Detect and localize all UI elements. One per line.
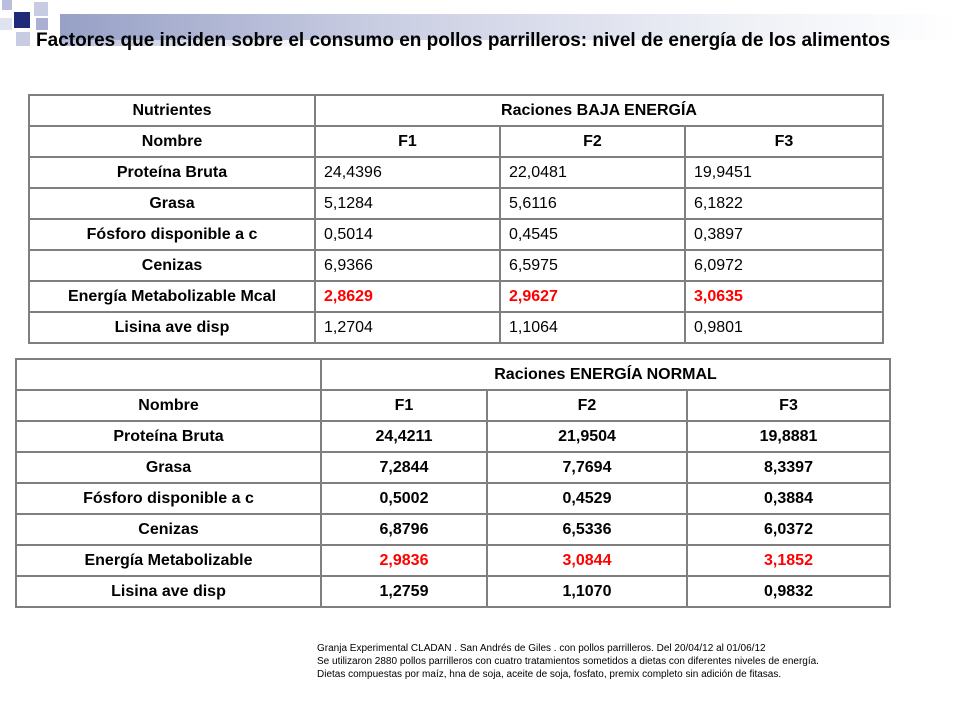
table-row — [16, 576, 890, 607]
footnote-line: Granja Experimental CLADAN . San Andrés de Giles . con pollos parrilleros. Del 20/04/12 al 01/06/12 — [317, 643, 766, 654]
cell-value: 1,2759 — [321, 576, 487, 607]
cell-value: 0,9832 — [687, 576, 890, 607]
table-row-highlight — [29, 281, 883, 312]
row-label: Lisina ave disp — [29, 312, 315, 343]
cell-value: 5,6116 — [500, 188, 685, 219]
footnote-line: Dietas compuestas por maíz, hna de soja, aceite de soja, fosfato, premix completo sin adición de fitasas. — [317, 669, 782, 680]
cell-value-highlight: 3,0844 — [487, 545, 687, 576]
column-header: F3 — [687, 390, 890, 421]
cell-value: 21,9504 — [487, 421, 687, 452]
row-label: Fósforo disponible a c — [16, 483, 321, 514]
cell-value: 0,4545 — [500, 219, 685, 250]
column-header: F1 — [321, 390, 487, 421]
table-header-row — [29, 95, 883, 126]
row-label: Grasa — [29, 188, 315, 219]
deco-square-light — [16, 32, 30, 46]
table-row — [29, 312, 883, 343]
cell-value-highlight: 3,0635 — [685, 281, 883, 312]
table-row — [29, 250, 883, 281]
table-row — [16, 514, 890, 545]
cell-value-highlight: 2,9836 — [321, 545, 487, 576]
row-label: Proteína Bruta — [16, 421, 321, 452]
cell-value: 6,0972 — [685, 250, 883, 281]
cell-value: 5,1284 — [315, 188, 500, 219]
cell-value: 0,4529 — [487, 483, 687, 514]
deco-square-dark — [14, 12, 30, 28]
table-row — [16, 483, 890, 514]
table-row — [29, 157, 883, 188]
cell-value: 6,8796 — [321, 514, 487, 545]
cell-value: 24,4396 — [315, 157, 500, 188]
table-row — [16, 421, 890, 452]
cell-value: 24,4211 — [321, 421, 487, 452]
deco-square-mid — [2, 0, 12, 10]
row-label: Fósforo disponible a c — [29, 219, 315, 250]
deco-square-light — [0, 18, 12, 30]
table-column-row — [16, 390, 890, 421]
row-label: Energía Metabolizable Mcal — [29, 281, 315, 312]
cell-value: 1,1064 — [500, 312, 685, 343]
cell-value: 0,3884 — [687, 483, 890, 514]
row-label: Lisina ave disp — [16, 576, 321, 607]
cell-value: 6,9366 — [315, 250, 500, 281]
cell-value: 6,5975 — [500, 250, 685, 281]
table-column-row — [29, 126, 883, 157]
cell-value: 7,7694 — [487, 452, 687, 483]
column-header: F1 — [315, 126, 500, 157]
page-title: Factores que inciden sobre el consumo en pollos parrilleros: nivel de energía de los alimentos — [36, 30, 891, 51]
table-normal-energy — [15, 358, 891, 608]
cell-value: 0,5014 — [315, 219, 500, 250]
row-label: Energía Metabolizable — [16, 545, 321, 576]
cell-value: 6,1822 — [685, 188, 883, 219]
table-row — [29, 188, 883, 219]
column-header: F2 — [487, 390, 687, 421]
cell-value: 7,2844 — [321, 452, 487, 483]
cell-value: 0,5002 — [321, 483, 487, 514]
cell-value: 22,0481 — [500, 157, 685, 188]
cell-value-highlight: 2,8629 — [315, 281, 500, 312]
table-row — [29, 219, 883, 250]
table-header-row — [16, 359, 890, 390]
deco-square-light — [34, 2, 48, 16]
cell-value: 19,9451 — [685, 157, 883, 188]
row-label: Cenizas — [29, 250, 315, 281]
cell-value: 1,1070 — [487, 576, 687, 607]
cell-value: 0,9801 — [685, 312, 883, 343]
cell-value: 8,3397 — [687, 452, 890, 483]
table-row-highlight — [16, 545, 890, 576]
cell-value: 1,2704 — [315, 312, 500, 343]
footnote-line: Se utilizaron 2880 pollos parrilleros con cuatro tratamientos sometidos a dietas con diferentes niveles de energía. — [317, 656, 819, 667]
table-row — [16, 452, 890, 483]
cell-value: 6,5336 — [487, 514, 687, 545]
column-header: Nombre — [29, 126, 315, 157]
cell-value-highlight: 2,9627 — [500, 281, 685, 312]
column-header: Nombre — [16, 390, 321, 421]
column-header: F3 — [685, 126, 883, 157]
row-label: Grasa — [16, 452, 321, 483]
footnotes — [317, 642, 947, 681]
cell-value: 19,8881 — [687, 421, 890, 452]
group-header: Raciones ENERGÍA NORMAL — [321, 359, 890, 390]
cell-value: 6,0372 — [687, 514, 890, 545]
table-low-energy — [28, 94, 884, 344]
corner-label: Nutrientes — [29, 95, 315, 126]
corner-label — [16, 359, 321, 390]
column-header: F2 — [500, 126, 685, 157]
cell-value-highlight: 3,1852 — [687, 545, 890, 576]
group-header: Raciones BAJA ENERGÍA — [315, 95, 883, 126]
cell-value: 0,3897 — [685, 219, 883, 250]
row-label: Cenizas — [16, 514, 321, 545]
row-label: Proteína Bruta — [29, 157, 315, 188]
